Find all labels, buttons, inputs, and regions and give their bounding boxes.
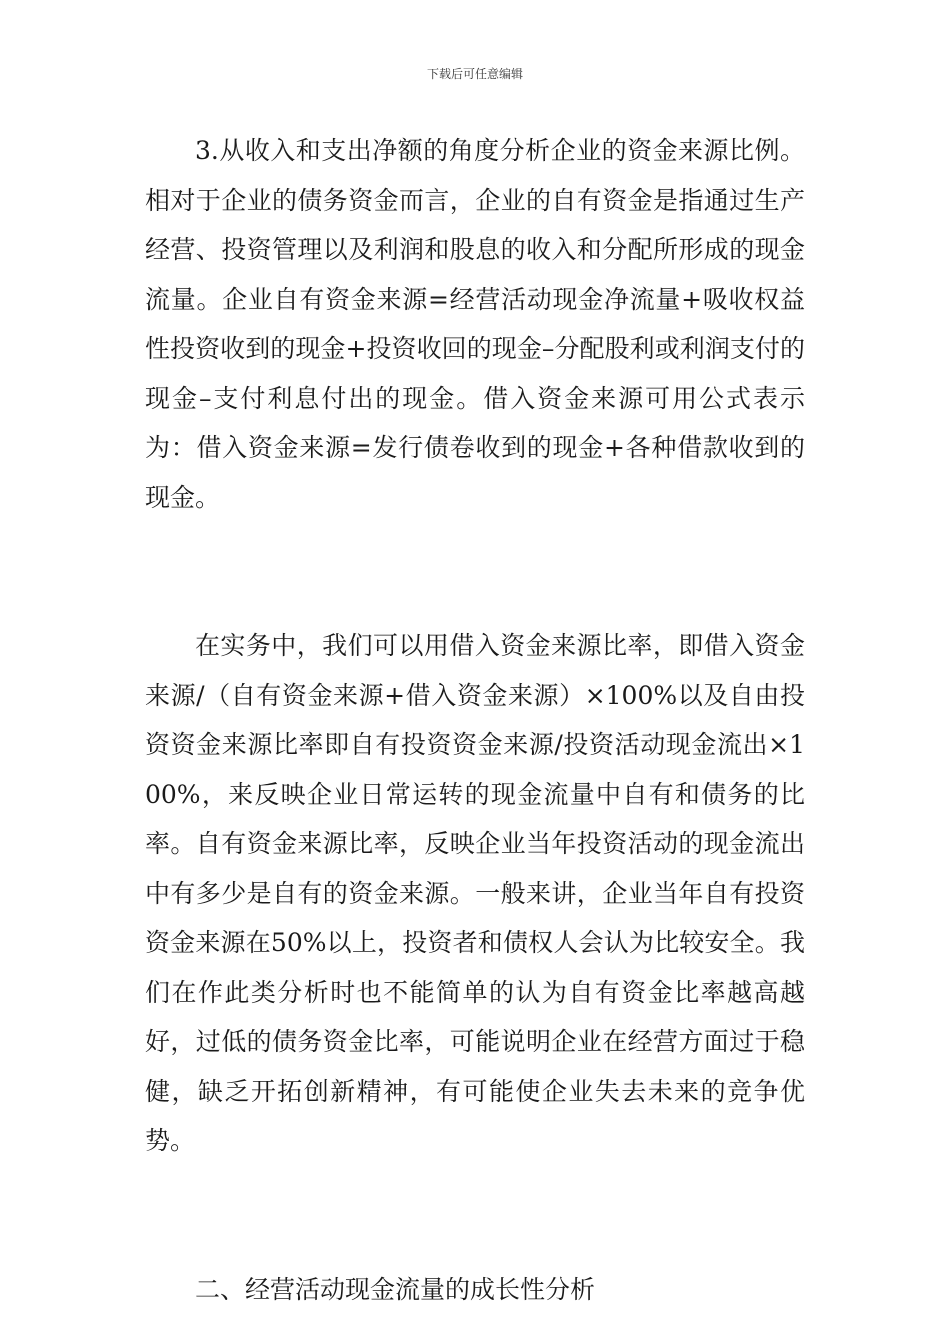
page-header-note: 下载后可任意编辑 [426,67,523,81]
paragraph-spacer [145,522,805,621]
paragraph-borrowed-funds-ratio: 在实务中，我们可以用借入资金来源比率，即借入资金来源/（自有资金来源+借入资金来源）×100%以及自由投资资金来源比率即自有投资资金来源/投资活动现金流出×100%，来反映企业日常运转的现金流量中自有和债务的比率。自有资金来源比率，反映企业当年投资活动的现金流出中有多少是自有的资金来源。一般来讲，企业当年自有投资资金来源在50%以上，投资者和债权人会认为比较安全。我们在作此类分析时也不能简单的认为自有资金比率越高越好，过低的债务资金比率，可能说明企业在经营方面过于稳健，缺乏开拓创新精神，有可能使企业失去未来的竞争优势。 [145,631,805,1155]
document-body [145,126,805,1314]
section-heading: 二、经营活动现金流量的成长性分析 [195,1274,596,1304]
paragraph-spacer [145,1166,805,1265]
paragraph-funding-source-ratio: 3.从收入和支出净额的角度分析企业的资金来源比例。相对于企业的债务资金而言，企业的自有资金是指通过生产经营、投资管理以及利润和股息的收入和分配所形成的现金流量。企业自有资金来源=经营活动现金净流量+吸收权益性投资收到的现金+投资收回的现金–分配股利或利润支付的现金–支付利息付出的现金。借入资金来源可用公式表示为：借入资金来源=发行债卷收到的现金+各种借款收到的现金。 [145,136,805,512]
